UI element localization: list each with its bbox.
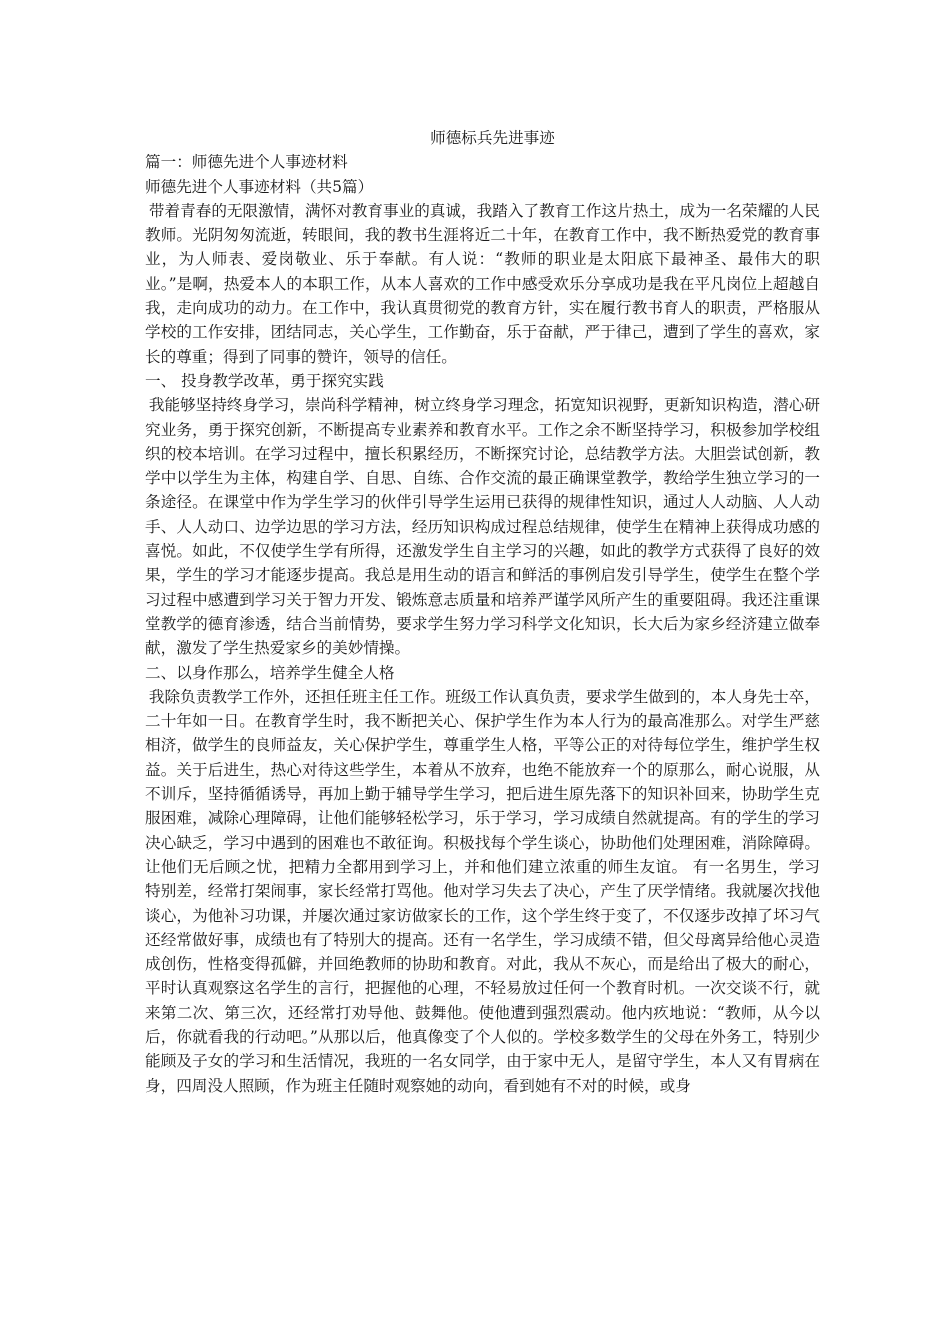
document-body xyxy=(145,126,820,1098)
document-title: 师德标兵先进事迹 xyxy=(430,129,555,147)
intro-paragraph: 带着青春的无限激情，满怀对教育事业的真诚，我踏入了教育工作这片热土，成为一名荣耀的人民教师。光阴匆匆流逝，转眼间，我的教书生涯将近二十年，在教育工作中，我不断热爱党的教育事业，为人师表、爱岗敬业、乐于奉献。有人说：“教师的职业是太阳底下最神圣、最伟大的职业。”是啊，热爱本人的本职工作，从本人喜欢的工作中感受欢乐分享成功是我在平凡岗位上超越自我，走向成功的动力。在工作中，我认真贯彻党的教育方针，实在履行教书育人的职责，严格服从学校的工作安排，团结同志，关心学生，工作勤奋，乐于奋献，严于律己，遭到了学生的喜欢，家长的尊重；得到了同事的赞许，领导的信任。 xyxy=(145,201,820,366)
section-1-paragraph: 我能够坚持终身学习，崇尚科学精神，树立终身学习理念，拓宽知识视野，更新知识构造，潜心研究业务，勇于探究创新，不断提高专业素养和教育水平。工作之余不断坚持学习，积极参加学校组织的校本培训。在学习过程中，擅长积累经历，不断探究讨论，总结教学方法。大胆尝试创新，教学中以学生为主体，构建自学、自思、自练、合作交流的最正确课堂教学，教给学生独立学习的一条途径。在课堂中作为学生学习的伙伴引导学生运用已获得的规律性知识，通过人人动脑、人人动手、人人动口、边学边思的学习方法，经历知识构成过程总结规律，使学生在精神上获得成功感的喜悦。如此，不仅使学生学有所得，还激发学生自主学习的兴趣，如此的教学方式获得了良好的效果，学生的学习才能逐步提高。我总是用生动的语言和鲜活的事例启发引导学生，使学生在整个学习过程中感遭到学习关于智力开发、锻炼意志质量和培养严谨学风所产生的重要阻碍。我还注重课堂教学的德育渗透，结合当前情势，要求学生努力学习科学文化知识，长大后为家乡经济建立做奉献，激发了学生热爱家乡的美妙情操。 xyxy=(145,396,820,658)
section-heading-2: 二、以身作那么，培养学生健全人格 xyxy=(145,663,395,682)
article-subheading: 师德先进个人事迹材料（共5篇） xyxy=(145,177,374,196)
article-heading: 篇一：师德先进个人事迹材料 xyxy=(145,153,348,172)
section-heading-1: 一、 投身教学改革，勇于探究实践 xyxy=(145,371,384,390)
section-2-paragraph: 我除负责教学工作外，还担任班主任工作。班级工作认真负责，要求学生做到的，本人身先士卒，二十年如一日。在教育学生时，我不断把关心、保护学生作为本人行为的最高准那么。对学生严慈相济，做学生的良师益友，关心保护学生，尊重学生人格，平等公正的对待每位学生，维护学生权益。关于后进生，热心对待这些学生，本着从不放弃，也绝不能放弃一个的原那么，耐心说服，从不训斥，坚持循循诱导，再加上勤于辅导学生学习，把后进生原先落下的知识补回来，协助学生克服困难，减除心理障碍，让他们能够轻松学习，乐于学习，学习成绩自然就提高。有的学生的学习决心缺乏，学习中遇到的困难也不敢征询。积极找每个学生谈心，协助他们处理困难，消除障碍。让他们无后顾之忧，把精力全都用到学习上，并和他们建立浓重的师生友谊。 有一名男生，学习特别差，经常打架闹事，家长经常打骂他。他对学习失去了决心，产生了厌学情绪。我就屡次找他谈心，为他补习功课，并屡次通过家访做家长的工作，这个学生终于变了，不仅逐步改掉了坏习气还经常做好事，成绩也有了特别大的提高。还有一名学生，学习成绩不错，但父母离异给他心灵造成创伤，性格变得孤僻，并回绝教师的协助和教育。对此，我从不灰心，而是给出了极大的耐心，平时认真观察这名学生的言行，把握他的心理，不轻易放过任何一个教育时机。一次交谈不行，就来第二次、第三次，还经常打劝导他、鼓舞他。使他遭到强烈震动。他内疚地说：“教师，从今以后，你就看我的行动吧。”从那以后，他真像变了个人似的。学校多数学生的父母在外务工，特别少能顾及子女的学习和生活情况，我班的一名女同学，由于家中无人，是留守学生，本人又有胃病在身，四周没人照顾，作为班主任随时观察她的动向，看到她有不对的时候，或身 xyxy=(145,687,820,1095)
